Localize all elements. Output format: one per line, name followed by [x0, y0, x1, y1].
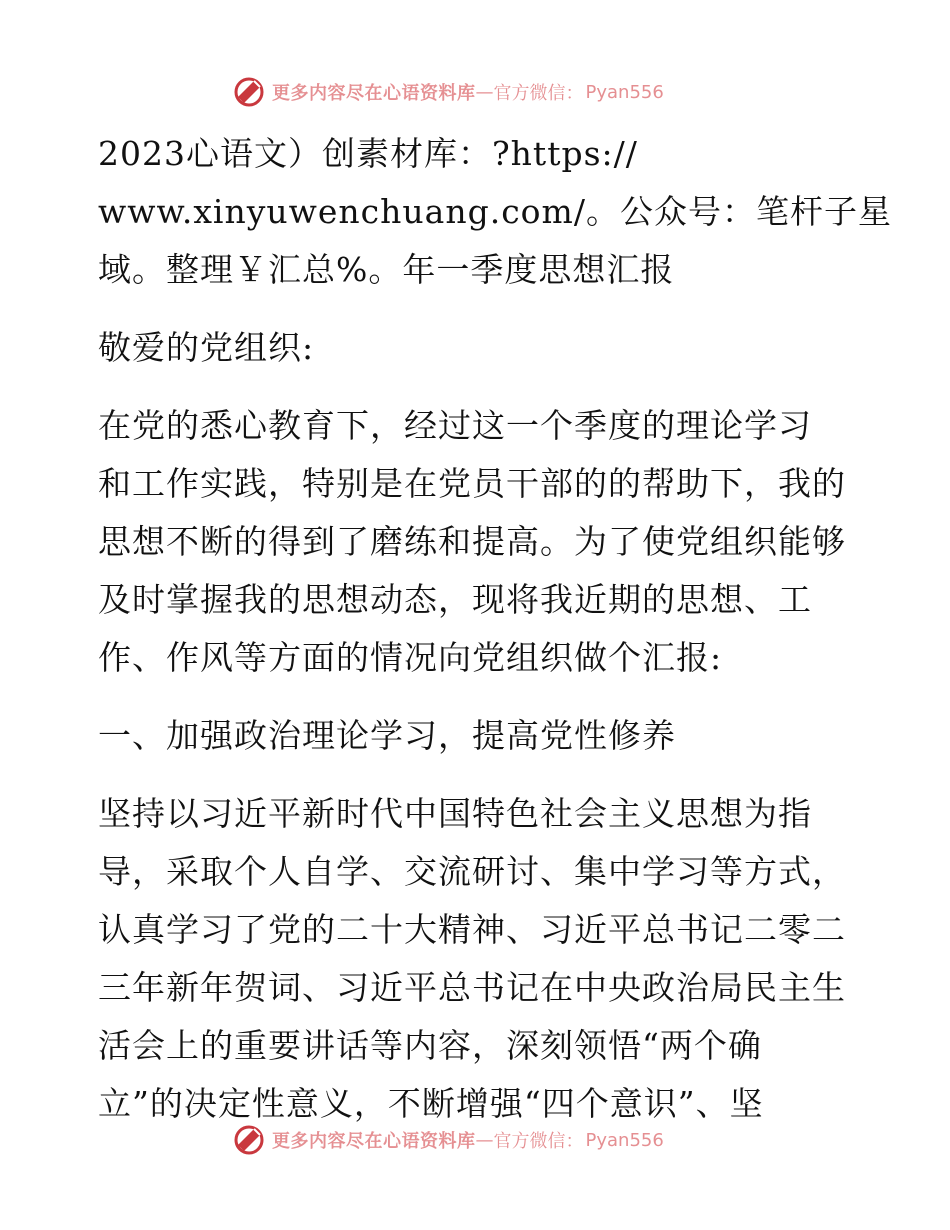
section-line: 导，采取个人自学、交流研讨、集中学习等方式，: [98, 852, 846, 891]
watermark-separator: —: [475, 1129, 494, 1151]
intro-line: 在党的悉心教育下，经过这一个季度的理论学习: [98, 406, 812, 445]
watermark-label: 官方微信：: [493, 83, 584, 104]
section-heading: 一、加强政治理论学习，提高党性修养: [98, 716, 676, 755]
watermark-site-text: 更多内容尽在心语资料库: [272, 1131, 476, 1152]
intro-line: 思想不断的得到了磨练和提高。为了使党组织能够: [98, 522, 846, 561]
pen-circle-logo-icon: [232, 1123, 266, 1157]
header-line: www.xinyuwenchuang.com/。公众号：笔杆子星: [98, 192, 892, 231]
section-line: 三年新年贺词、习近平总书记在中央政治局民主生: [98, 968, 846, 1007]
header-line: 域。整理￥汇总%。年一季度思想汇报: [98, 250, 675, 289]
watermark-banner-top: [232, 72, 664, 112]
intro-line: 及时掌握我的思想动态，现将我近期的思想、工: [98, 580, 812, 619]
document-body: [98, 125, 898, 1133]
watermark-banner-bottom: [232, 1120, 664, 1160]
watermark-label: 官方微信：: [493, 1131, 584, 1152]
watermark-site-text: 更多内容尽在心语资料库: [272, 83, 476, 104]
intro-line: 和工作实践，特别是在党员干部的的帮助下，我的: [98, 464, 846, 503]
watermark-wechat-id: Pyan556: [585, 1129, 664, 1151]
section-line: 认真学习了党的二十大精神、习近平总书记二零二: [98, 910, 846, 949]
header-line: 2023心语文）创素材库：?https://: [98, 134, 638, 173]
pen-circle-logo-icon: [232, 75, 266, 109]
section-line: 坚持以习近平新时代中国特色社会主义思想为指: [98, 794, 812, 833]
intro-line: 作、作风等方面的情况向党组织做个汇报:: [98, 638, 723, 677]
section-line: 立”的决定性意义，不断增强“四个意识”、坚: [98, 1084, 764, 1123]
watermark-separator: —: [475, 81, 494, 103]
watermark-wechat-id: Pyan556: [585, 81, 664, 103]
section-line: 活会上的重要讲话等内容，深刻领悟“两个确: [98, 1026, 762, 1065]
salutation: 敬爱的党组织:: [98, 328, 315, 367]
